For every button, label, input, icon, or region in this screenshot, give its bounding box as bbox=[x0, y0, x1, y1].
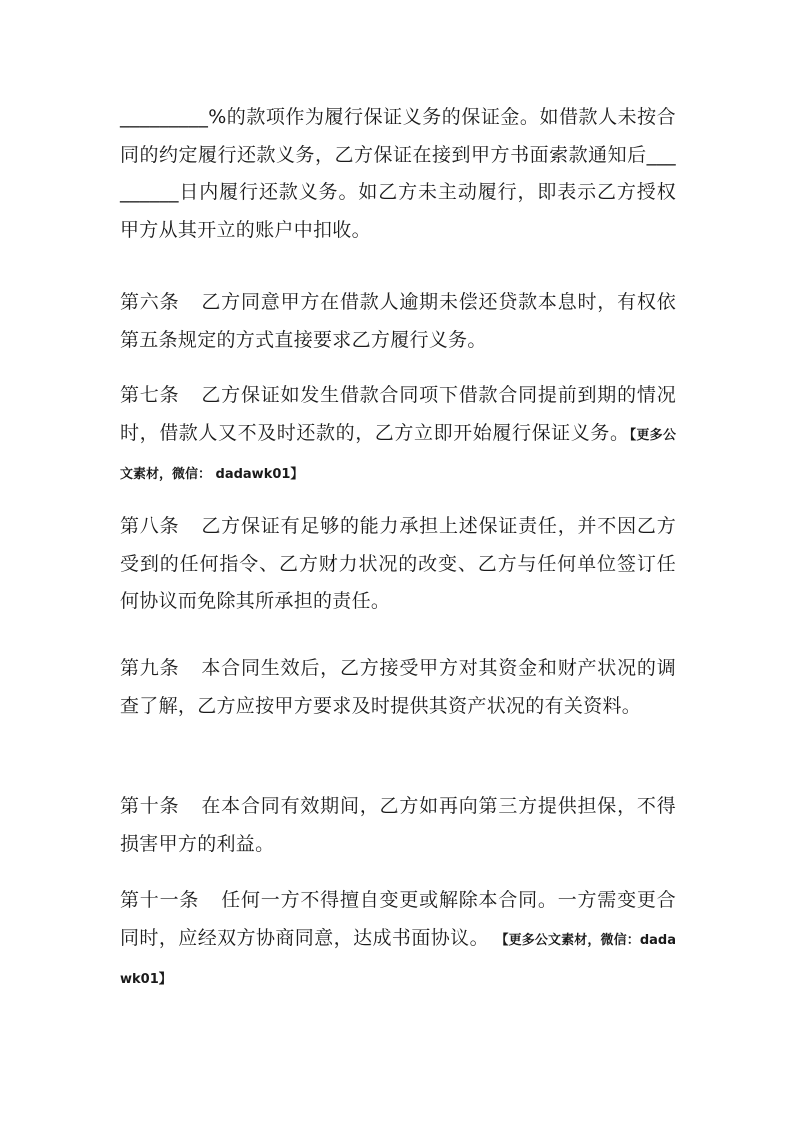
article-7 bbox=[120, 377, 676, 494]
article-label: 第七条 bbox=[120, 384, 180, 406]
article-9 bbox=[120, 650, 676, 725]
promo-note: 【更多公文素材，微信： dadawk01】 bbox=[120, 427, 676, 482]
article-8 bbox=[120, 508, 676, 621]
article-label: 第六条 bbox=[120, 291, 180, 313]
promo-note: 【更多公文素材，微信：dadawk01】 bbox=[120, 932, 676, 987]
article-label: 第九条 bbox=[120, 657, 180, 679]
article-text: 乙方保证有足够的能力承担上述保证责任，并不因乙方受到的任何指令、乙方财力状况的改变、乙方与任何单位签订任何协议而免除其所承担的责任。 bbox=[120, 515, 676, 612]
article-label: 第十条 bbox=[120, 795, 180, 817]
article-text: 乙方保证如发生借款合同项下借款合同提前到期的情况时，借款人又不及时还款的，乙方立即开始履行保证义务。 bbox=[120, 384, 676, 444]
article-label: 第十一条 bbox=[120, 889, 200, 911]
article-text: 本合同生效后，乙方接受甲方对其资金和财产状况的调查了解，乙方应按甲方要求及时提供其资产状况的有关资料。 bbox=[120, 657, 676, 717]
article-label: 第八条 bbox=[120, 515, 180, 537]
article-text: 乙方同意甲方在借款人逾期未偿还贷款本息时，有权依第五条规定的方式直接要求乙方履行义务。 bbox=[120, 291, 676, 351]
paragraph-continuation bbox=[120, 99, 676, 249]
article-text: 在本合同有效期间，乙方如再向第三方提供担保，不得损害甲方的利益。 bbox=[120, 795, 676, 855]
article-6 bbox=[120, 284, 676, 359]
article-text: 任何一方不得擅自变更或解除本合同。一方需变更合同时，应经双方协商同意，达成书面协议。 bbox=[120, 889, 676, 949]
paragraph-text: _________%的款项作为履行保证义务的保证金。如借款人未按合同的约定履行还款义务，乙方保证在接到甲方书面索款通知后_________日内履行还款义务。如乙方未主动履行，即表示乙方授权甲方从其开立的账户中扣收。 bbox=[120, 106, 676, 241]
article-10 bbox=[120, 788, 676, 863]
article-11 bbox=[120, 882, 676, 999]
